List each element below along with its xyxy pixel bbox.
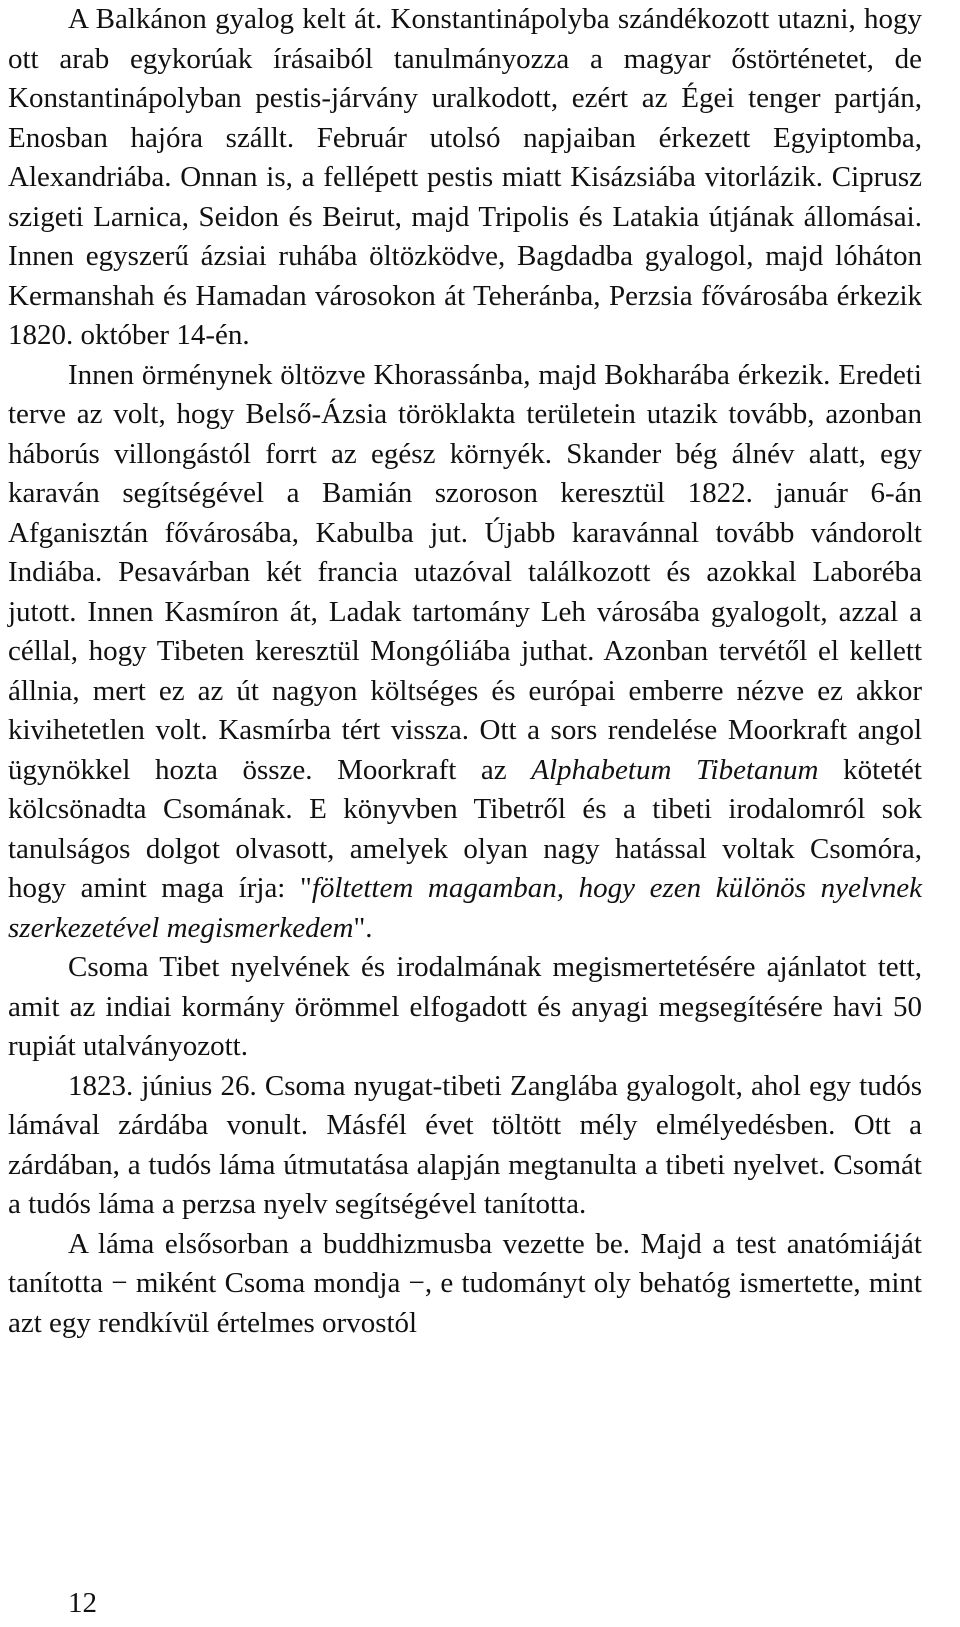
paragraph-5	[8, 1225, 922, 1344]
paragraph-1	[8, 0, 922, 356]
paragraph-5-text: A láma elsősorban a buddhizmusba vezette be. Majd a test anatómiáját tanította − miként Csoma mondja −, e tudományt oly behatóg ismertette, mint azt egy rendkívül értelmes orvostól	[8, 1227, 922, 1339]
paragraph-3	[8, 948, 922, 1067]
quotation-italic: föltettem magamban, hogy ezen különös nyelvnek szerkezetével megismerkedem	[8, 872, 922, 944]
document-page	[8, 0, 922, 1343]
paragraph-2-text-a: Innen örménynek öltözve Khorassánba, majd Bokharába érkezik. Eredeti terve az volt, hogy Belső-Ázsia töröklakta területein utazik tovább, azonban háborús villongástól forrt az egész környék. Skander bég álnév alatt, egy karaván segítségével a Bamián szoroson keresztül 1822. január 6-án Afganisztán fővárosába, Kabulba jut. Újabb karavánnal tovább vándorolt Indiába. Pesavárban két francia utazóval találkozott és azokkal Laboréba jutott. Innen Kasmíron át, Ladak tartomány Leh városába gyalogolt, azzal a céllal, hogy Tibeten keresztül Mongóliába juthat. Azonban tervétől el kellett állnia, mert ez az út nagyon költséges és európai emberre nézve ez akkor kivihetetlen volt. Kasmírba tért vissza. Ott a sors rendelése Moorkraft angol ügynökkel hozta össze. Moorkraft az	[8, 358, 922, 786]
paragraph-3-text: Csoma Tibet nyelvének és irodalmának megismertetésére ajánlatot tett, amit az indiai kormány örömmel elfogadott és anyagi megsegítésére havi 50 rupiát utalványozott.	[8, 951, 922, 1062]
paragraph-2-text-b: kötetét kölcsönadta Csomának. E könyvben Tibetről és a tibeti irodalomról sok tanulságos dolgot olvasott, amelyek olyan nagy hatással voltak Csomóra, hogy amint maga írja: "	[8, 753, 922, 904]
paragraph-2-text-c: ".	[353, 911, 373, 944]
paragraph-4-text: 1823. június 26. Csoma nyugat-tibeti Zanglába gyalogolt, ahol egy tudós lámával zárdába vonult. Másfél évet töltött mély elmélyedésben. Ott a zárdában, a tudós láma útmutatása alapján megtanulta a tibeti nyelvet. Csomát a tudós láma a perzsa nyelv segítségével tanította.	[8, 1069, 922, 1220]
paragraph-1-text: A Balkánon gyalog kelt át. Konstantinápolyba szándékozott utazni, hogy ott arab egykorúak írásaiból tanulmányozza a magyar őstörténetet, de Konstantinápolyban pestis-járvány uralkodott, ezért az Égei tenger partján, Enosban hajóra szállt. Február utolsó napjaiban érkezett Egyiptomba, Alexandriába. Onnan is, a fellépett pestis miatt Kisázsiába vitorlázik. Ciprusz szigeti Larnica, Seidon és Beirut, majd Tripolis és Latakia útjának állomásai. Innen egyszerű ázsiai ruhába öltözködve, Bagdadba gyalogol, majd lóháton Kermanshah és Hamadan városokon át Teheránba, Perzsia fővárosába érkezik 1820. október 14-én.	[8, 3, 922, 351]
paragraph-2	[8, 356, 922, 949]
paragraph-4	[8, 1067, 922, 1225]
book-title-italic: Alphabetum Tibetanum	[531, 753, 819, 786]
page-number: 12	[68, 1587, 97, 1619]
